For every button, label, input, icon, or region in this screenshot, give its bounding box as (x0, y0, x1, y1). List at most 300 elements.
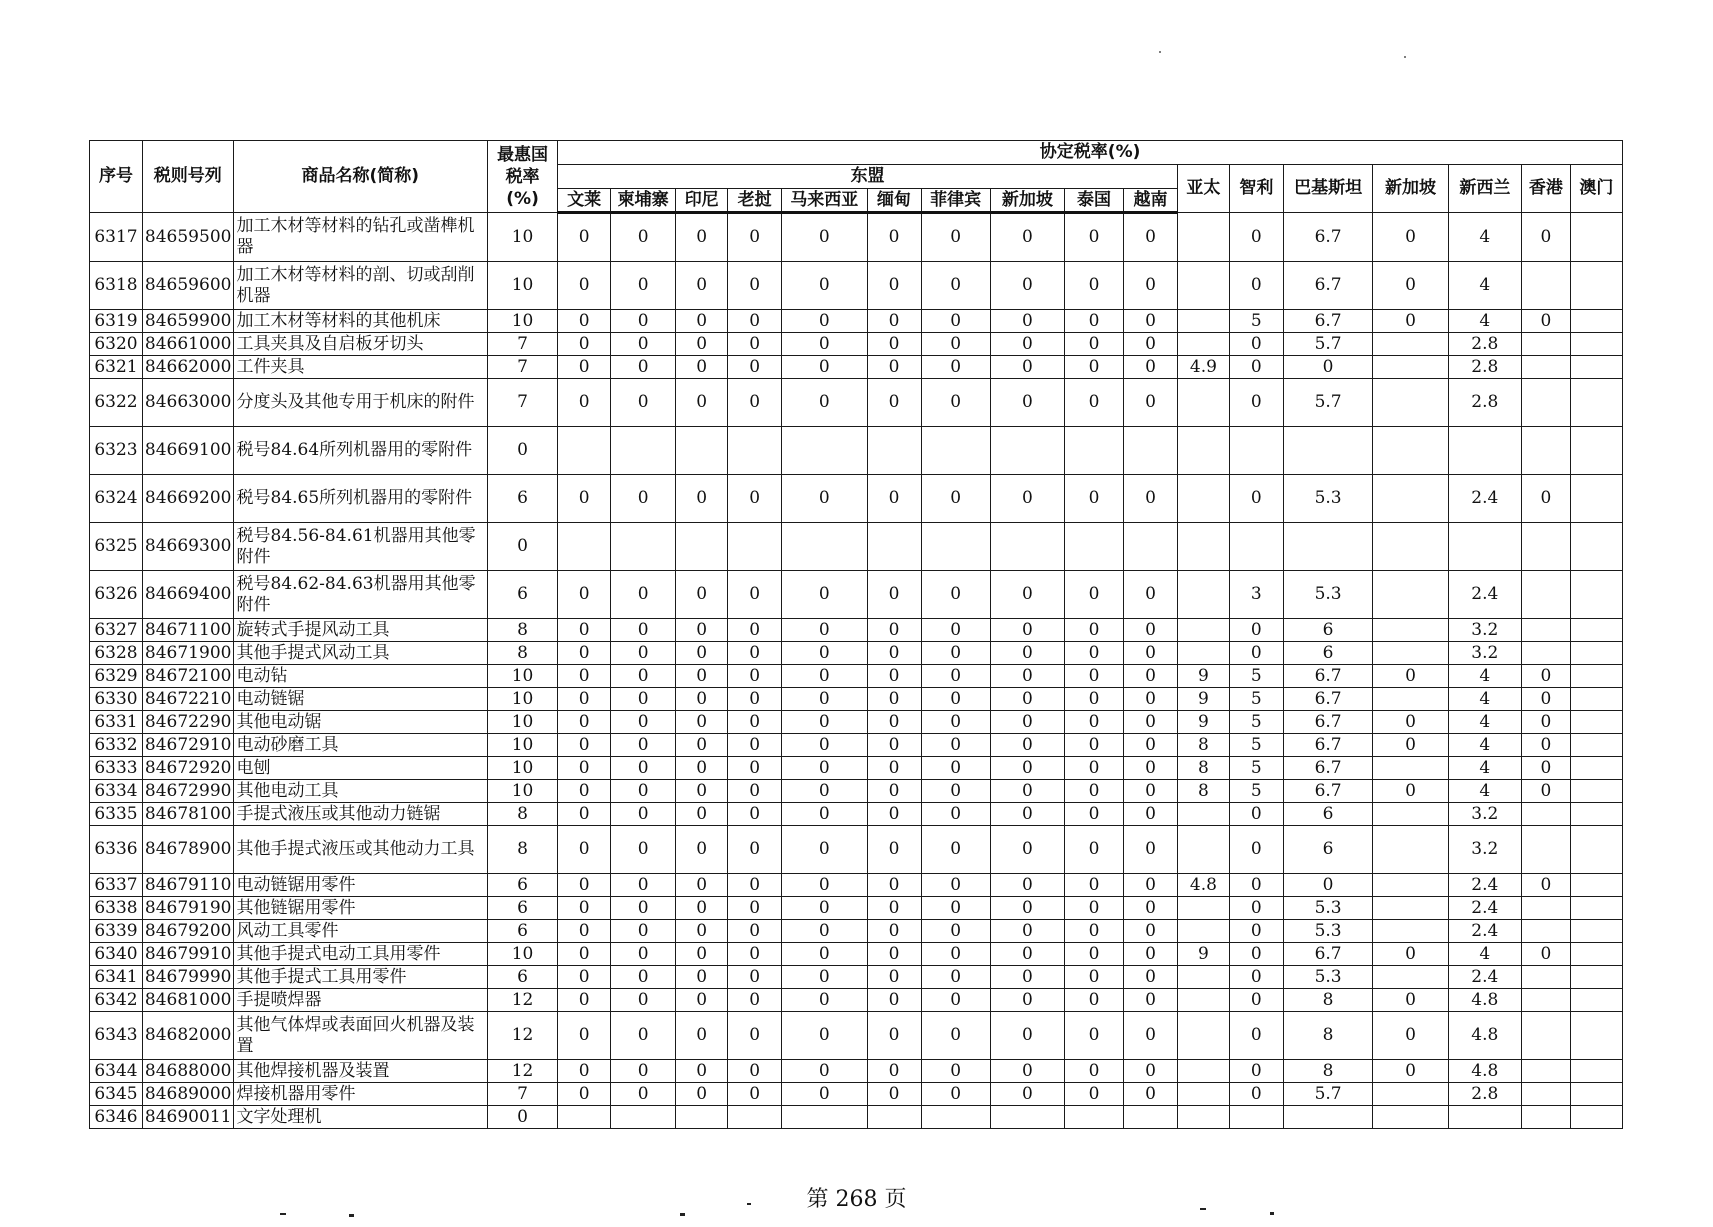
cell-asean-rate: 0 (611, 642, 676, 665)
cell-asean-rate: 0 (990, 262, 1064, 310)
cell-asean-rate (728, 523, 782, 571)
cell-asean-rate: 0 (676, 619, 728, 642)
cell-mfn: 10 (487, 711, 557, 734)
cell-other-rate (1570, 310, 1622, 333)
cell-asean-rate: 0 (921, 780, 990, 803)
cell-asean-rate: 0 (867, 310, 921, 333)
cell-asean-rate: 0 (558, 310, 611, 333)
cell-other-rate (1177, 642, 1229, 665)
cell-asean-rate: 0 (1124, 619, 1178, 642)
cell-other-rate: 6.7 (1283, 734, 1373, 757)
cell-other-rate: 5.3 (1283, 475, 1373, 523)
cell-asean-rate (921, 523, 990, 571)
cell-asean-rate: 0 (1124, 571, 1178, 619)
cell-code: 84659600 (142, 262, 233, 310)
cell-other-rate: 0 (1521, 711, 1570, 734)
cell-other-rate: 0 (1373, 665, 1448, 688)
cell-other-rate (1521, 571, 1570, 619)
cell-asean-rate: 0 (1124, 642, 1178, 665)
cell-other-rate (1373, 356, 1448, 379)
cell-other-rate: 4.8 (1448, 989, 1521, 1012)
cell-code: 84679110 (142, 874, 233, 897)
cell-other-rate: 5.3 (1283, 571, 1373, 619)
cell-asean-rate: 0 (867, 826, 921, 874)
cell-mfn: 12 (487, 1060, 557, 1083)
cell-asean-rate: 0 (676, 734, 728, 757)
cell-other-rate (1448, 523, 1521, 571)
cell-asean-rate: 0 (990, 757, 1064, 780)
cell-mfn: 12 (487, 989, 557, 1012)
cell-other-rate (1570, 734, 1622, 757)
cell-code: 84689000 (142, 1083, 233, 1106)
cell-asean-rate: 0 (1065, 920, 1124, 943)
cell-asean-rate: 0 (921, 1060, 990, 1083)
cell-other-rate (1177, 826, 1229, 874)
table-row (90, 665, 1623, 688)
cell-other-rate (1570, 943, 1622, 966)
cell-asean-rate: 0 (990, 711, 1064, 734)
cell-seq: 6345 (90, 1083, 143, 1106)
cell-asean-rate: 0 (676, 803, 728, 826)
cell-other-rate (1521, 379, 1570, 427)
cell-asean-rate: 0 (990, 688, 1064, 711)
cell-other-rate (1570, 379, 1622, 427)
cell-asean-rate: 0 (676, 213, 728, 262)
cell-asean-rate (782, 1106, 867, 1129)
header-agreement: 协定税率(%) (558, 141, 1623, 165)
cell-asean-rate: 0 (1065, 757, 1124, 780)
cell-other-rate: 4 (1448, 262, 1521, 310)
cell-code: 84669400 (142, 571, 233, 619)
cell-asean-rate (782, 523, 867, 571)
cell-asean-rate: 0 (1124, 213, 1178, 262)
cell-other-rate (1570, 1012, 1622, 1060)
cell-other-rate: 3.2 (1448, 826, 1521, 874)
cell-asean-rate: 0 (676, 966, 728, 989)
header-other-1: 智利 (1229, 165, 1283, 213)
cell-other-rate: 0 (1229, 213, 1283, 262)
cell-asean-rate: 0 (782, 356, 867, 379)
cell-other-rate: 0 (1373, 943, 1448, 966)
cell-asean-rate: 0 (990, 734, 1064, 757)
cell-other-rate: 2.4 (1448, 874, 1521, 897)
cell-other-rate: 0 (1229, 642, 1283, 665)
cell-asean-rate: 0 (728, 1060, 782, 1083)
cell-other-rate (1373, 642, 1448, 665)
cell-asean-rate: 0 (558, 897, 611, 920)
cell-seq: 6335 (90, 803, 143, 826)
cell-other-rate: 4 (1448, 688, 1521, 711)
cell-seq: 6339 (90, 920, 143, 943)
cell-asean-rate: 0 (558, 780, 611, 803)
cell-asean-rate: 0 (782, 333, 867, 356)
cell-mfn: 6 (487, 920, 557, 943)
cell-asean-rate: 0 (867, 1012, 921, 1060)
cell-other-rate (1521, 803, 1570, 826)
cell-other-rate (1177, 475, 1229, 523)
table-row (90, 711, 1623, 734)
table-row (90, 1012, 1623, 1060)
cell-other-rate: 0 (1229, 943, 1283, 966)
cell-other-rate (1570, 920, 1622, 943)
cell-asean-rate: 0 (921, 874, 990, 897)
cell-other-rate (1177, 379, 1229, 427)
cell-name: 税号84.65所列机器用的零附件 (233, 475, 487, 523)
cell-asean-rate: 0 (921, 711, 990, 734)
cell-asean-rate: 0 (728, 619, 782, 642)
header-asean-5: 缅甸 (867, 189, 921, 213)
cell-asean-rate: 0 (1065, 213, 1124, 262)
cell-other-rate: 6.7 (1283, 665, 1373, 688)
cell-other-rate (1229, 523, 1283, 571)
cell-asean-rate: 0 (867, 475, 921, 523)
cell-mfn: 6 (487, 874, 557, 897)
cell-mfn: 10 (487, 780, 557, 803)
cell-seq: 6324 (90, 475, 143, 523)
cell-other-rate: 5 (1229, 310, 1283, 333)
cell-asean-rate: 0 (728, 734, 782, 757)
cell-asean-rate: 0 (782, 1083, 867, 1106)
cell-other-rate: 0 (1229, 379, 1283, 427)
cell-asean-rate: 0 (558, 757, 611, 780)
cell-mfn: 10 (487, 688, 557, 711)
cell-other-rate (1177, 571, 1229, 619)
cell-other-rate (1521, 262, 1570, 310)
cell-asean-rate: 0 (1124, 780, 1178, 803)
header-mfn: 最惠国税率(%) (487, 141, 557, 213)
cell-asean-rate: 0 (867, 665, 921, 688)
cell-asean-rate: 0 (1065, 356, 1124, 379)
cell-asean-rate: 0 (1065, 1083, 1124, 1106)
cell-other-rate (1373, 688, 1448, 711)
cell-asean-rate: 0 (676, 897, 728, 920)
cell-other-rate: 6.7 (1283, 757, 1373, 780)
cell-other-rate (1373, 523, 1448, 571)
cell-asean-rate: 0 (728, 310, 782, 333)
cell-other-rate (1177, 310, 1229, 333)
cell-asean-rate: 0 (558, 874, 611, 897)
cell-asean-rate: 0 (867, 734, 921, 757)
cell-asean-rate: 0 (921, 734, 990, 757)
cell-asean-rate: 0 (1124, 262, 1178, 310)
cell-other-rate (1373, 1083, 1448, 1106)
cell-mfn: 10 (487, 213, 557, 262)
table-row (90, 356, 1623, 379)
cell-seq: 6342 (90, 989, 143, 1012)
cell-other-rate: 2.8 (1448, 333, 1521, 356)
cell-mfn: 10 (487, 262, 557, 310)
cell-asean-rate: 0 (782, 989, 867, 1012)
cell-asean-rate: 0 (611, 874, 676, 897)
cell-asean-rate: 0 (611, 711, 676, 734)
cell-seq: 6326 (90, 571, 143, 619)
cell-name: 其他电动锯 (233, 711, 487, 734)
table-row (90, 734, 1623, 757)
header-asean-7: 新加坡 (990, 189, 1064, 213)
cell-asean-rate: 0 (676, 262, 728, 310)
cell-mfn: 7 (487, 379, 557, 427)
cell-asean-rate (990, 427, 1064, 475)
cell-asean-rate (728, 1106, 782, 1129)
cell-seq: 6336 (90, 826, 143, 874)
cell-asean-rate: 0 (611, 780, 676, 803)
cell-asean-rate: 0 (558, 356, 611, 379)
cell-seq: 6334 (90, 780, 143, 803)
cell-asean-rate: 0 (1065, 874, 1124, 897)
cell-asean-rate: 0 (676, 943, 728, 966)
cell-asean-rate: 0 (676, 475, 728, 523)
cell-asean-rate: 0 (1065, 333, 1124, 356)
cell-asean-rate: 0 (558, 711, 611, 734)
cell-other-rate (1283, 1106, 1373, 1129)
cell-other-rate (1570, 757, 1622, 780)
cell-other-rate: 0 (1373, 711, 1448, 734)
cell-other-rate (1570, 619, 1622, 642)
cell-other-rate: 2.4 (1448, 475, 1521, 523)
cell-asean-rate: 0 (782, 897, 867, 920)
cell-seq: 6317 (90, 213, 143, 262)
cell-asean-rate: 0 (782, 757, 867, 780)
cell-name: 其他手提式电动工具用零件 (233, 943, 487, 966)
cell-asean-rate: 0 (782, 1060, 867, 1083)
cell-other-rate (1521, 1106, 1570, 1129)
cell-asean-rate: 0 (676, 1083, 728, 1106)
cell-asean-rate: 0 (611, 571, 676, 619)
cell-other-rate: 5 (1229, 780, 1283, 803)
cell-asean-rate: 0 (676, 1060, 728, 1083)
cell-asean-rate: 0 (921, 803, 990, 826)
cell-other-rate: 0 (1229, 356, 1283, 379)
cell-asean-rate: 0 (1065, 475, 1124, 523)
cell-other-rate: 0 (1229, 989, 1283, 1012)
cell-other-rate: 4 (1448, 757, 1521, 780)
cell-other-rate: 3.2 (1448, 803, 1521, 826)
cell-name: 焊接机器用零件 (233, 1083, 487, 1106)
cell-other-rate: 3 (1229, 571, 1283, 619)
cell-other-rate: 5 (1229, 665, 1283, 688)
cell-asean-rate: 0 (676, 688, 728, 711)
table-row (90, 523, 1623, 571)
cell-other-rate (1177, 803, 1229, 826)
cell-asean-rate: 0 (867, 688, 921, 711)
cell-asean-rate: 0 (867, 1060, 921, 1083)
cell-asean-rate: 0 (1124, 826, 1178, 874)
cell-other-rate (1521, 897, 1570, 920)
cell-other-rate: 2.8 (1448, 379, 1521, 427)
cell-other-rate (1373, 874, 1448, 897)
cell-code: 84672210 (142, 688, 233, 711)
cell-asean-rate (611, 427, 676, 475)
cell-name: 加工木材等材料的钻孔或凿榫机器 (233, 213, 487, 262)
cell-other-rate: 6 (1283, 619, 1373, 642)
header-name: 商品名称(简称) (233, 141, 487, 213)
cell-other-rate (1177, 333, 1229, 356)
cell-other-rate: 0 (1229, 1083, 1283, 1106)
cell-asean-rate: 0 (1065, 379, 1124, 427)
table-row (90, 642, 1623, 665)
cell-other-rate (1177, 213, 1229, 262)
cell-other-rate (1570, 826, 1622, 874)
header-other-3: 新加坡 (1373, 165, 1448, 213)
cell-other-rate (1373, 571, 1448, 619)
cell-asean-rate: 0 (1065, 711, 1124, 734)
cell-asean-rate: 0 (990, 475, 1064, 523)
cell-other-rate: 5.3 (1283, 966, 1373, 989)
cell-asean-rate: 0 (782, 475, 867, 523)
cell-other-rate: 0 (1229, 262, 1283, 310)
cell-asean-rate: 0 (558, 619, 611, 642)
cell-other-rate: 4 (1448, 213, 1521, 262)
cell-asean-rate: 0 (867, 262, 921, 310)
cell-seq: 6318 (90, 262, 143, 310)
cell-mfn: 10 (487, 757, 557, 780)
cell-asean-rate: 0 (1124, 874, 1178, 897)
cell-asean-rate: 0 (867, 619, 921, 642)
cell-other-rate: 2.8 (1448, 356, 1521, 379)
cell-other-rate (1570, 262, 1622, 310)
cell-seq: 6331 (90, 711, 143, 734)
cell-name: 工具夹具及自启板牙切头 (233, 333, 487, 356)
cell-asean-rate: 0 (1124, 475, 1178, 523)
cell-asean-rate: 0 (728, 665, 782, 688)
cell-asean-rate: 0 (921, 826, 990, 874)
header-asean: 东盟 (558, 165, 1178, 189)
cell-name: 其他手提式风动工具 (233, 642, 487, 665)
cell-asean-rate: 0 (676, 989, 728, 1012)
table-row (90, 943, 1623, 966)
cell-other-rate: 6.7 (1283, 310, 1373, 333)
header-other-4: 新西兰 (1448, 165, 1521, 213)
cell-asean-rate: 0 (921, 379, 990, 427)
cell-asean-rate: 0 (611, 665, 676, 688)
cell-code: 84681000 (142, 989, 233, 1012)
cell-code: 84672920 (142, 757, 233, 780)
cell-asean-rate: 0 (990, 379, 1064, 427)
cell-other-rate (1229, 427, 1283, 475)
cell-name: 其他手提式工具用零件 (233, 966, 487, 989)
cell-mfn: 10 (487, 310, 557, 333)
cell-code: 84671100 (142, 619, 233, 642)
cell-asean-rate: 0 (728, 920, 782, 943)
header-asean-8: 泰国 (1065, 189, 1124, 213)
cell-asean-rate: 0 (990, 826, 1064, 874)
table-row (90, 757, 1623, 780)
cell-asean-rate: 0 (782, 665, 867, 688)
cell-mfn: 0 (487, 523, 557, 571)
cell-asean-rate: 0 (728, 711, 782, 734)
header-seq: 序号 (90, 141, 143, 213)
cell-other-rate (1570, 427, 1622, 475)
cell-asean-rate: 0 (921, 619, 990, 642)
cell-other-rate: 0 (1521, 757, 1570, 780)
cell-name: 加工木材等材料的剖、切或刮削机器 (233, 262, 487, 310)
cell-mfn: 8 (487, 619, 557, 642)
cell-other-rate: 9 (1177, 665, 1229, 688)
cell-asean-rate: 0 (728, 826, 782, 874)
cell-asean-rate: 0 (611, 379, 676, 427)
table-row (90, 262, 1623, 310)
cell-mfn: 7 (487, 333, 557, 356)
cell-other-rate (1521, 1060, 1570, 1083)
cell-code: 84679990 (142, 966, 233, 989)
header-asean-0: 文莱 (558, 189, 611, 213)
header-asean-2: 印尼 (676, 189, 728, 213)
header-other-2: 巴基斯坦 (1283, 165, 1373, 213)
cell-other-rate: 4.8 (1448, 1012, 1521, 1060)
cell-seq: 6332 (90, 734, 143, 757)
cell-asean-rate: 0 (676, 826, 728, 874)
cell-code: 84671900 (142, 642, 233, 665)
cell-asean-rate: 0 (558, 803, 611, 826)
cell-asean-rate: 0 (990, 333, 1064, 356)
cell-asean-rate: 0 (728, 780, 782, 803)
cell-asean-rate: 0 (1065, 780, 1124, 803)
cell-asean-rate: 0 (558, 642, 611, 665)
cell-other-rate: 0 (1521, 874, 1570, 897)
cell-asean-rate: 0 (867, 780, 921, 803)
header-other-5: 香港 (1521, 165, 1570, 213)
cell-asean-rate: 0 (558, 826, 611, 874)
cell-asean-rate: 0 (867, 333, 921, 356)
cell-name: 税号84.64所列机器用的零附件 (233, 427, 487, 475)
cell-other-rate (1177, 427, 1229, 475)
cell-asean-rate: 0 (782, 688, 867, 711)
cell-asean-rate: 0 (728, 1012, 782, 1060)
cell-name: 工件夹具 (233, 356, 487, 379)
cell-asean-rate: 0 (990, 897, 1064, 920)
cell-asean-rate: 0 (921, 475, 990, 523)
cell-asean-rate (1124, 427, 1178, 475)
cell-other-rate (1177, 1012, 1229, 1060)
cell-asean-rate: 0 (1124, 757, 1178, 780)
cell-asean-rate: 0 (867, 966, 921, 989)
cell-other-rate (1448, 1106, 1521, 1129)
cell-asean-rate: 0 (728, 989, 782, 1012)
cell-asean-rate: 0 (611, 333, 676, 356)
cell-asean-rate: 0 (558, 475, 611, 523)
cell-asean-rate (676, 427, 728, 475)
cell-other-rate (1373, 920, 1448, 943)
table-row (90, 427, 1623, 475)
cell-other-rate: 0 (1521, 665, 1570, 688)
cell-asean-rate: 0 (782, 571, 867, 619)
cell-other-rate: 6.7 (1283, 262, 1373, 310)
cell-asean-rate: 0 (676, 711, 728, 734)
cell-asean-rate (867, 523, 921, 571)
cell-code: 84679200 (142, 920, 233, 943)
cell-name: 文字处理机 (233, 1106, 487, 1129)
cell-other-rate: 0 (1373, 213, 1448, 262)
cell-asean-rate: 0 (990, 1083, 1064, 1106)
cell-asean-rate: 0 (1124, 310, 1178, 333)
cell-code: 84661000 (142, 333, 233, 356)
cell-asean-rate: 0 (990, 571, 1064, 619)
cell-other-rate (1373, 333, 1448, 356)
cell-asean-rate (990, 1106, 1064, 1129)
cell-asean-rate: 0 (558, 1083, 611, 1106)
cell-other-rate: 0 (1229, 897, 1283, 920)
table-row (90, 213, 1623, 262)
cell-asean-rate (990, 523, 1064, 571)
cell-seq: 6338 (90, 897, 143, 920)
cell-other-rate (1570, 523, 1622, 571)
cell-other-rate (1283, 427, 1373, 475)
cell-asean-rate: 0 (1065, 803, 1124, 826)
cell-asean-rate: 0 (611, 310, 676, 333)
cell-other-rate (1373, 757, 1448, 780)
cell-asean-rate: 0 (558, 966, 611, 989)
cell-asean-rate: 0 (1124, 943, 1178, 966)
